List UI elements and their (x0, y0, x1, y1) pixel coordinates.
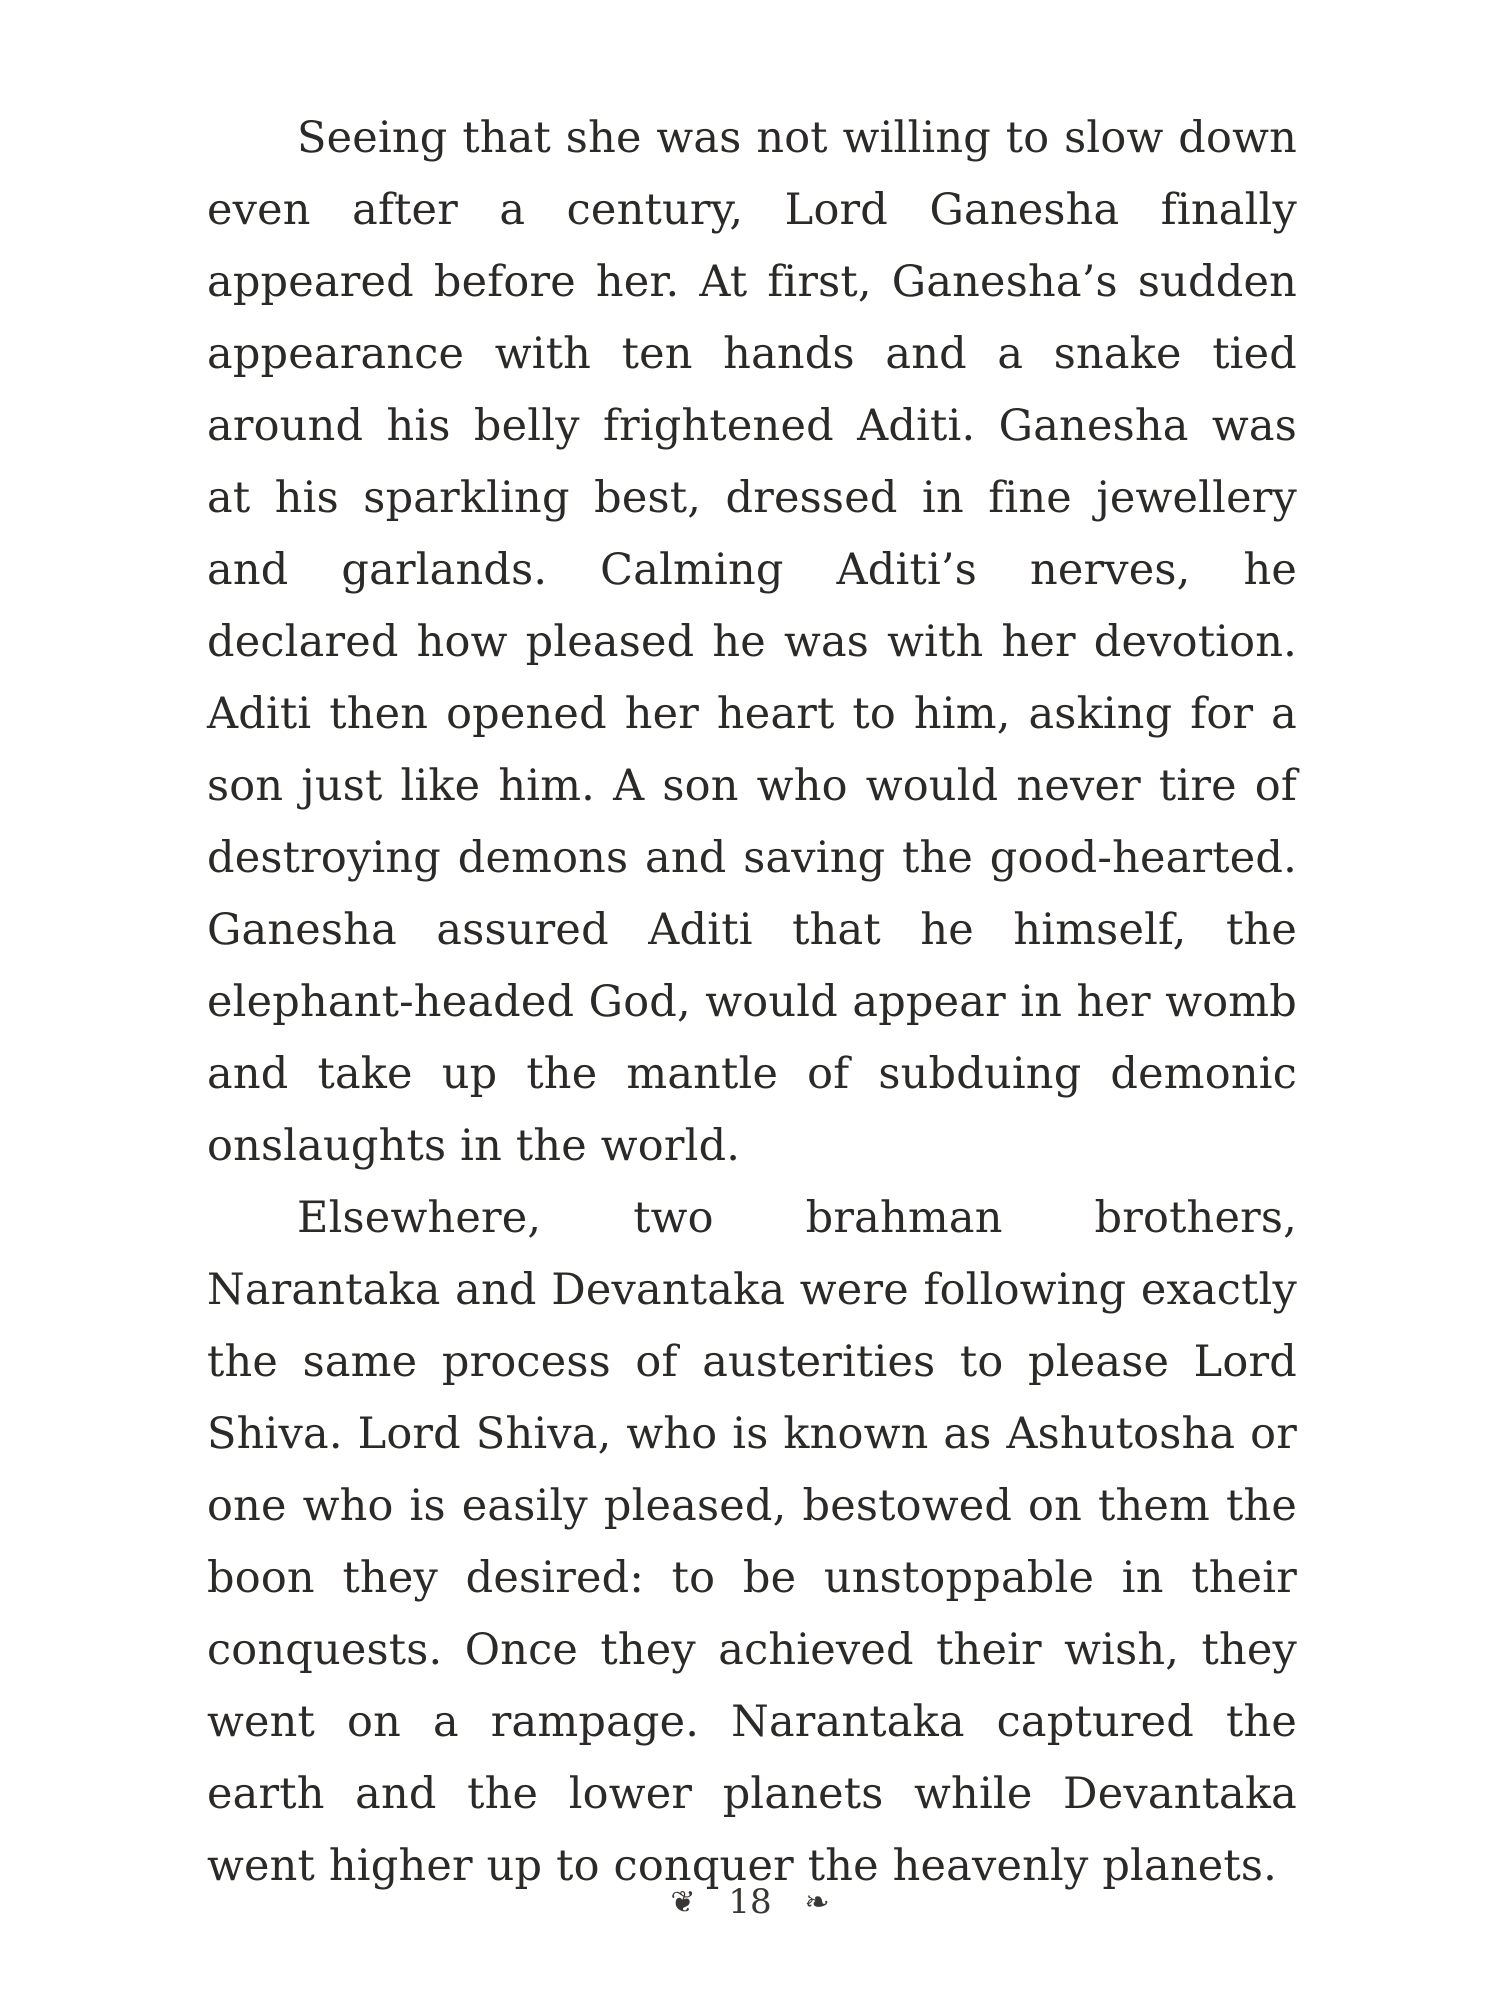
right-floral-ornament-icon: ❧ (804, 1884, 830, 1920)
paragraph-2: Elsewhere, two brahman brothers, Narantaka and Devantaka were following exactly the same process of austerities to please Lord Shiva. Lord Shiva, who is known as Ashutosha or one who is easily pleased, bestowed on them the boon they desired: to be unstoppable in their conquests. Once they achieved their wish, they went on a rampage. Narantaka captured the earth and the lower planets while Devantaka went higher up to conquer the heavenly planets. (207, 1193, 1297, 1891)
left-floral-ornament-icon: ❦ (670, 1884, 696, 1920)
page-number: 18 (728, 1882, 772, 1922)
page-footer (0, 1880, 1500, 1922)
paragraph-1: Seeing that she was not willing to slow down even after a century, Lord Ganesha finally appeared before her. At first, Ganesha’s sudden appearance with ten hands and a snake tied around his belly frightened Aditi. Ganesha was at his sparkling best, dressed in fine jewellery and garlands. Calming Aditi’s nerves, he declared how pleased he was with her devotion. Aditi then opened her heart to him, asking for a son just like him. A son who would never tire of destroying demons and saving the good-hearted. Ganesha assured Aditi that he himself, the elephant-headed God, would appear in her womb and take up the mantle of subduing demonic onslaughts in the world. (207, 113, 1297, 1171)
body-text (207, 102, 1297, 1902)
